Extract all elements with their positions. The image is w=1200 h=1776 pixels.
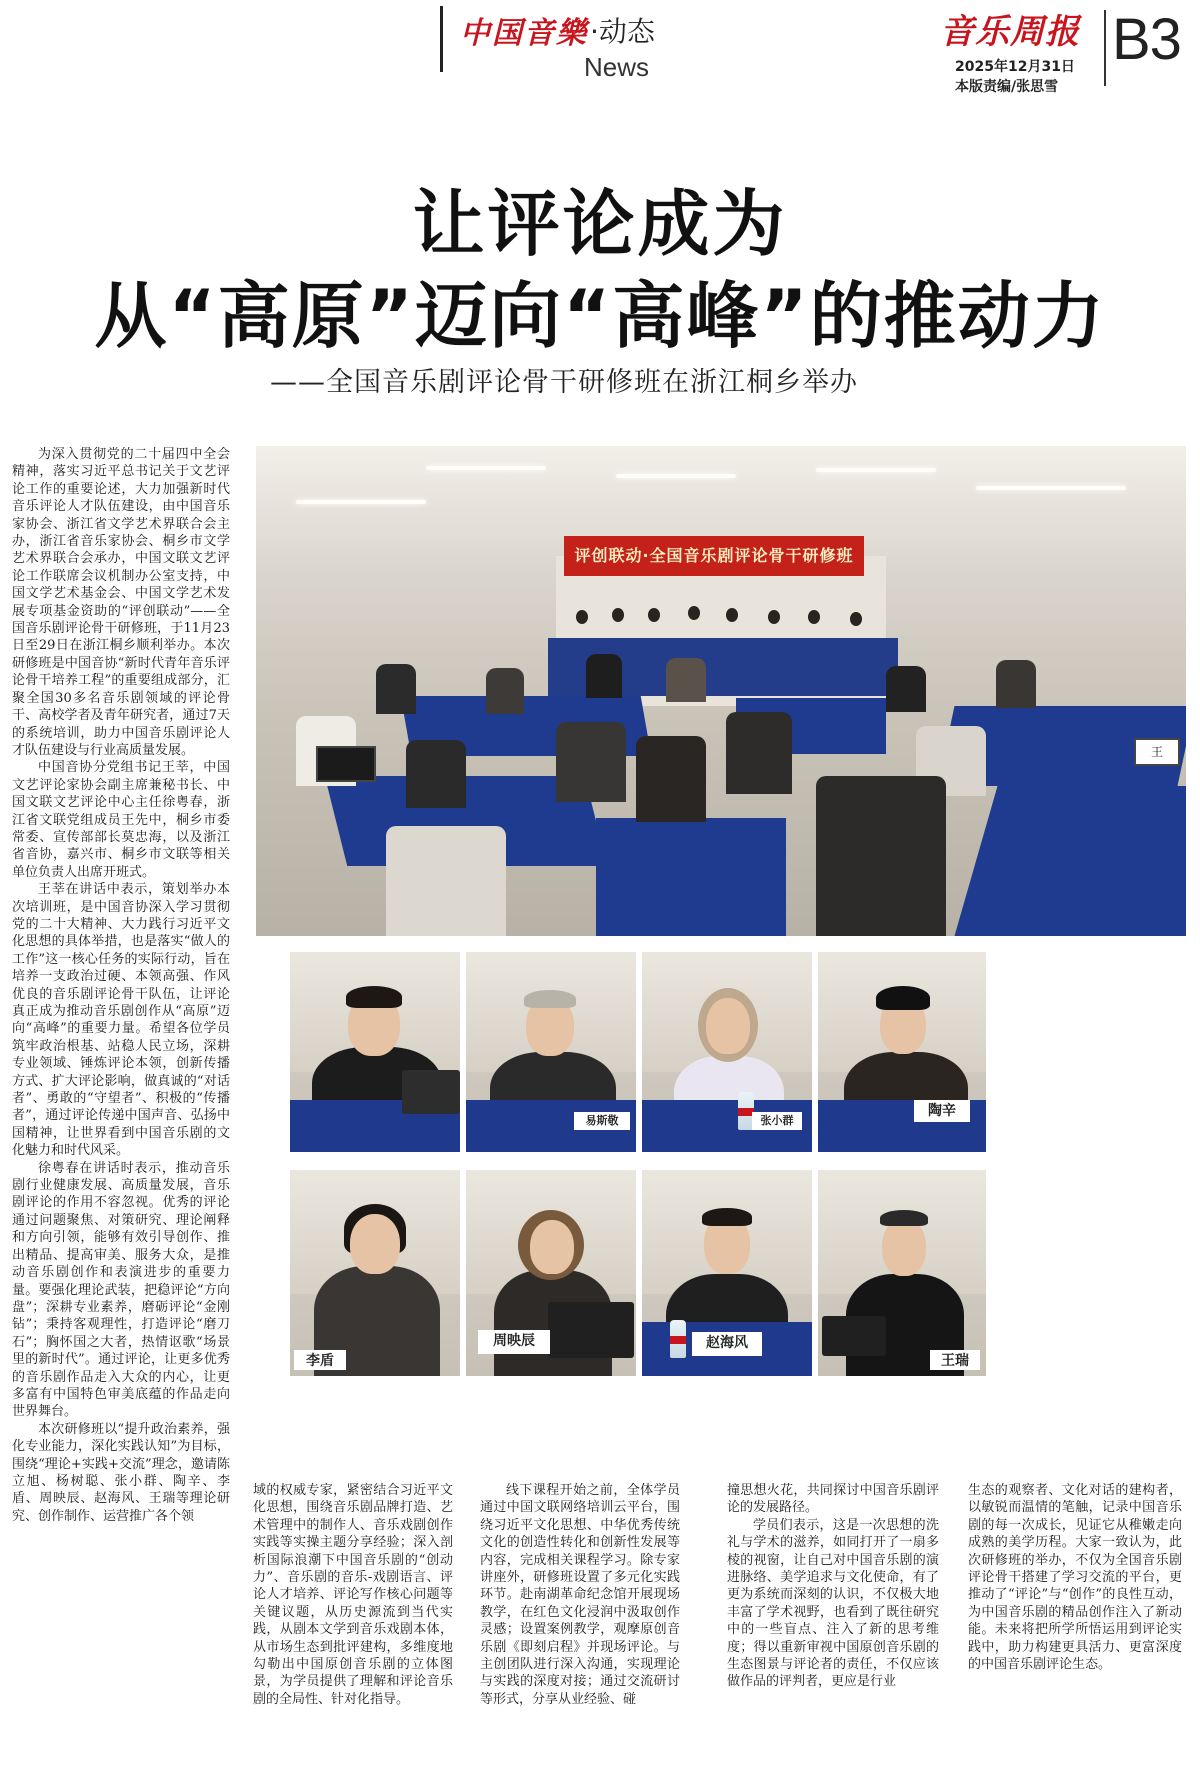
speaker-photo: [466, 1170, 636, 1376]
article-paragraph: 生态的观察者、文化对话的建构者，以敏锐而温情的笔触，记录中国音乐剧的每一次成长，见证它从稚嫩走向成熟的美学历程。大家一致认为，此次研修班的举办，不仅为全国音乐剧评论骨干搭建了学习交流的平台，更推动了“评论”与“创作”的良性互动，为中国音乐剧的精品创作注入了新动能。未来将把所学所悟运用到评论实践中，助力构建更具活力、更富深度的中国音乐剧评论生态。: [968, 1483, 1182, 1673]
speaker-head: [350, 1214, 400, 1274]
paper-logo: 音乐周报: [940, 12, 1080, 52]
person-head: [768, 610, 780, 624]
speaker-photo: [818, 952, 986, 1152]
water-bottle: [670, 1320, 686, 1358]
speaker-photo: [290, 952, 460, 1152]
headline-line-2: 从“高原”迈向“高峰”的推动力: [94, 274, 1106, 358]
person-head: [688, 606, 700, 620]
audience-member: [486, 668, 524, 714]
article-paragraph: 撞思想火花，共同探讨中国音乐剧评论的发展路径。: [727, 1483, 939, 1516]
article-paragraph: 中国音协分党组书记王莘，中国文艺评论家协会副主席兼秘书长、中国文联文艺评论中心主任徐粤春，浙江省文联党组成员王先中，桐乡市委常委、宣传部部长莫忠海，以及浙江省音协，嘉兴市、桐乡市文联等相关单位负责人出席开班式。: [12, 760, 230, 880]
ceiling-light: [616, 474, 736, 478]
speaker-photo: [466, 952, 636, 1152]
laptop: [548, 1302, 634, 1358]
audience-desk: [954, 786, 1186, 936]
name-tent: 周映辰: [478, 1330, 550, 1354]
audience-member: [556, 722, 626, 802]
name-tent: 王瑞: [930, 1350, 980, 1370]
speaker-photo: [290, 1170, 460, 1376]
article-paragraph: 学员们表示，这是一次思想的洗礼与学术的滋养，如同打开了一扇多棱的视窗，让自己对中国音乐剧的演进脉络、美学追求与文化使命，有了更为系统而深刻的认识，不仅极大地丰富了学术视野，也看到了既往研究中的一些盲点、注入了新的思考维度；得以重新审视中国原创音乐剧的生态图景与评论者的责任，不仅应该做作品的评判者，更应是行业: [727, 1517, 939, 1690]
ceiling-light: [426, 466, 546, 470]
audience-member: [726, 712, 792, 794]
article-paragraph: 线下课程开始之前，全体学员通过中国文联网络培训云平台，围绕习近平文化思想、中华优秀传统文化的创造性转化和创新性发展等内容，完成相关课程学习。除专家讲座外，研修班设置了多元化实践环节。赴南湖革命纪念馆开展现场教学，在红色文化浸润中汲取创作灵感；设置案例教学，观摩原创音乐剧《即刻启程》并现场评论。与主创团队进行深入沟通，实现理论与实践的深度对接；通过交流研讨等形式，分享从业经验、碰: [480, 1483, 680, 1707]
event-banner: 评创联动·全国音乐剧评论骨干研修班: [564, 536, 864, 576]
audience-member: [386, 826, 506, 936]
speaker-head: [882, 1218, 926, 1276]
article-paragraph: 本次研修班以“提升政治素养，强化专业能力，深化实践认知”为目标，围绕“理论+实践+交流”理念，邀请陈立旭、杨树聪、张小群、陶辛、李盾、周映辰、赵海风、王瑞等理论研究、创作制作、运营推广各个领: [12, 1421, 230, 1524]
speaker-hair: [702, 1208, 752, 1226]
speaker-hair: [524, 990, 576, 1008]
laptop: [316, 746, 376, 782]
laptop: [822, 1316, 886, 1356]
name-tent: 李盾: [294, 1350, 346, 1370]
speaker-head: [706, 998, 750, 1054]
audience-member: [376, 664, 416, 714]
name-tent: 张小群: [752, 1112, 802, 1130]
person-head: [648, 608, 660, 622]
speaker-hair: [346, 986, 402, 1008]
article-column-3: [480, 1482, 680, 1767]
ceiling-light: [816, 468, 936, 472]
issue-date: 2025年12月31日: [955, 59, 1075, 75]
main-photo-conference-hall: [256, 446, 1186, 936]
masthead-divider: [440, 6, 443, 72]
name-tent: 王: [1134, 738, 1180, 766]
audience-member: [666, 658, 706, 702]
speaker-hat: [876, 986, 930, 1010]
person-head: [808, 610, 820, 624]
audience-member: [636, 736, 706, 822]
article-paragraph: 王莘在讲话中表示，策划举办本次培训班，是中国音协深入学习贯彻党的二十大精神、大力践行习近平文化思想的具体举措，也是落实“做人的工作”这一核心任务的实际行动，旨在培养一支政治过硬、本领高强、作风优良的音乐剧评论骨干队伍，让评论真正成为推动音乐剧创作从“高原”迈向“高峰”的重要力量。希望各位学员筑牢政治根基、站稳人民立场，深耕专业领域、锤炼评论本领，创新传播方式、扩大评论影响，做真诚的“对话者”、勇敢的“守望者”、积极的“传播者”，通过评论传递中国声音、弘扬中国精神，让世界看到中国音乐剧的文化魅力和时代风采。: [12, 882, 230, 1159]
speaker-photo: [818, 1170, 986, 1376]
masthead: [0, 0, 1200, 110]
article-column-2: [253, 1482, 453, 1767]
section-name: ·动态: [590, 15, 655, 48]
article-paragraph: 为深入贯彻党的二十届四中全会精神，落实习近平总书记关于文艺评论工作的重要论述，大力加强新时代音乐评论人才队伍建设，由中国音乐家协会、浙江省文学艺术界联合会主办，浙江省音乐家协会、桐乡市文学艺术界联合会承办，中国文联文艺评论工作联席会议机制办公室支持，中国文学艺术基金会、中国文学艺术发展专项基金资助的“评创联动”——全国音乐剧评论骨干研修班，于11月23日至29日在浙江桐乡顺利举办。本次研修班是中国音协“新时代青年音乐评论骨干培养工程”的重要组成部分，汇聚全国30多名音乐剧领域的评论骨干、高校学者及青年研究者，通过7天的系统培训，助力中国音乐剧评论人才队伍建设与行业高质量发展。: [12, 447, 230, 758]
name-tent: 赵海风: [692, 1332, 762, 1356]
headline-line-1: 让评论成为: [412, 182, 788, 266]
audience-member: [586, 654, 622, 698]
section-name-en: News: [584, 52, 650, 82]
name-tent: 陶辛: [914, 1100, 970, 1122]
article-paragraph: 徐粤春在讲话时表示，推动音乐剧行业健康发展、高质量发展，音乐剧评论的作用不容忽视。优秀的评论通过问题聚焦、对策研究、理论阐释和方向引领，能够有效引导创作、推出精品、提高审美、服务大众，是推动音乐剧创作和表演进步的重要力量。要强化理论武装，把稳评论“方向盘”；深耕专业素养，磨砺评论“金刚钻”；秉持客观理性，打造评论“磨刀石”；胸怀国之大者，热情讴歌“场景里的新时代”。通过评论，让更多优秀的音乐剧作品走入大众的内心，让更多富有中国特色审美底蕴的作品走向世界舞台。: [12, 1160, 230, 1420]
speaker-photo: [642, 1170, 812, 1376]
laptop: [402, 1070, 460, 1114]
ceiling-light: [976, 486, 1126, 490]
subheadline: ——全国音乐剧评论骨干研修班在浙江桐乡举办: [270, 367, 858, 398]
page-editor: 本版责编/张思雪: [955, 79, 1059, 95]
headline: [0, 180, 1200, 364]
brand-logo: 中国音樂: [460, 16, 588, 51]
article-column-4: [727, 1482, 939, 1767]
speaker-hair: [880, 1210, 928, 1226]
page-number-divider: [1104, 10, 1106, 86]
audience-member: [406, 740, 466, 808]
person-head: [612, 608, 624, 622]
speaker-head: [530, 1220, 574, 1274]
person-head: [850, 612, 862, 626]
article-column-5: [968, 1482, 1182, 1767]
article-paragraph: 域的权威专家，紧密结合习近平文化思想，围绕音乐剧品牌打造、艺术管理中的制作人、音乐戏剧创作实践等实操主题分享经验；深入剖析国际浪潮下中国音乐剧的“创动力”、音乐剧的音乐-戏剧语言、评论人才培养、评论写作核心问题等关键议题，从历史源流到当代实践，从剧本文学到音乐戏剧本体，从市场生态到批评建构，多维度地勾勒出中国原创音乐剧的立体图景，为学员提供了理解和评论音乐剧的全局性、针对化指导。: [253, 1483, 453, 1707]
audience-member: [996, 660, 1036, 708]
audience-member: [886, 666, 926, 712]
name-tent: 易斯敬: [574, 1112, 630, 1130]
article-left-column: [12, 446, 230, 1766]
person-head: [726, 608, 738, 622]
audience-member: [816, 776, 946, 936]
page-number: B3: [1112, 7, 1181, 72]
ceiling-light: [296, 500, 426, 504]
person-head: [576, 610, 588, 624]
speaker-photo: [642, 952, 812, 1152]
audience-desk: [596, 818, 786, 936]
